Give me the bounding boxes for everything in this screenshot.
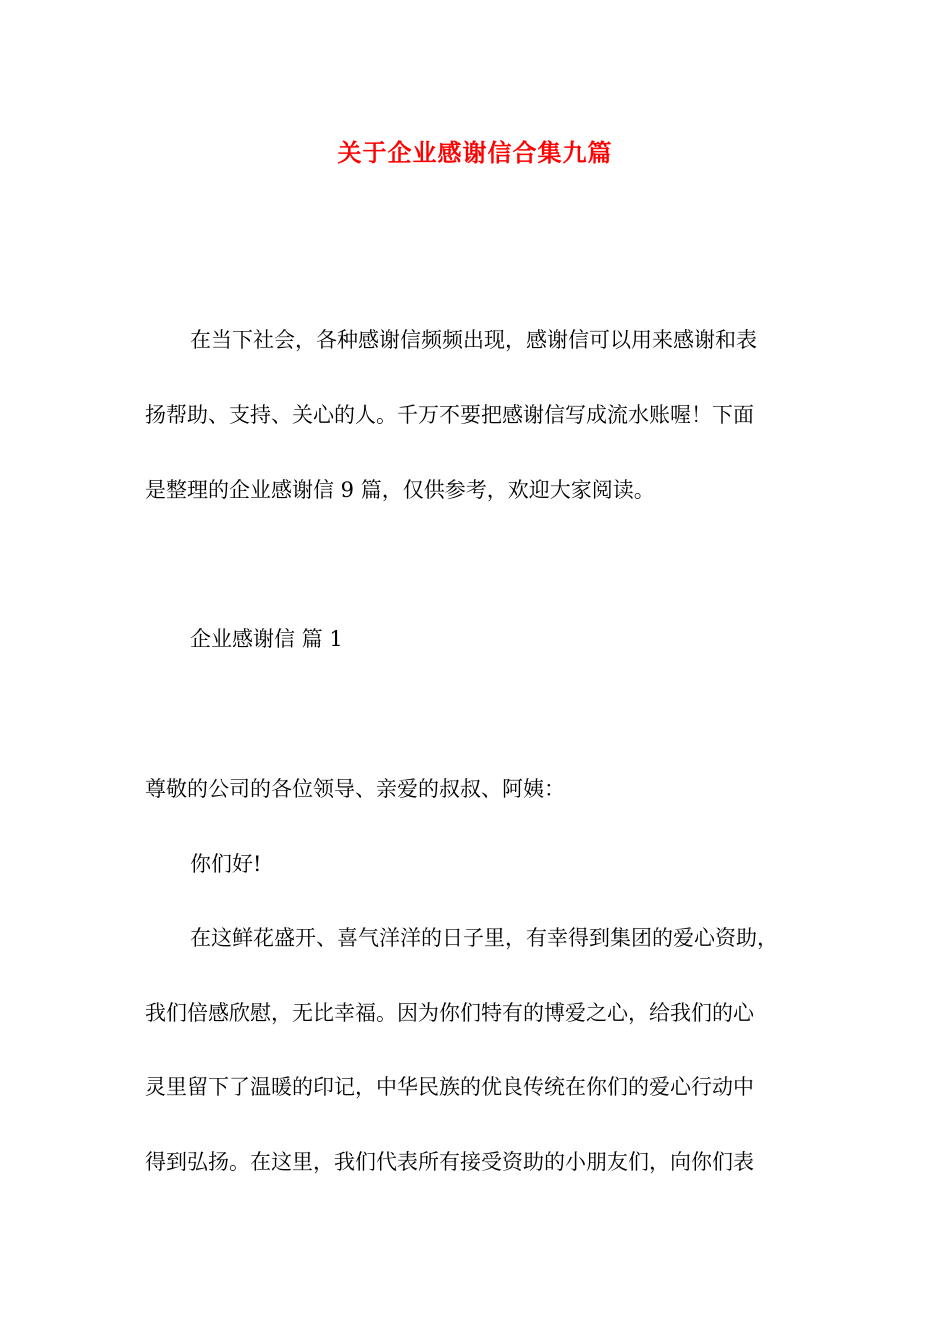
salutation: 尊敬的公司的各位领导、亲爱的叔叔、阿姨： <box>145 777 565 801</box>
document-title: 关于企业感谢信合集九篇 <box>337 138 613 167</box>
section-heading: 企业感谢信 篇 1 <box>190 627 343 651</box>
intro-line-3: 是整理的企业感谢信 9 篇，仅供参考，欢迎大家阅读。 <box>145 478 655 502</box>
body-line-2: 我们倍感欣慰，无比幸福。因为你们特有的博爱之心，给我们的心 <box>145 1001 754 1025</box>
intro-line-2: 扬帮助、支持、关心的人。千万不要把感谢信写成流水账喔！下面 <box>145 403 754 427</box>
intro-line-1: 在当下社会，各种感谢信频频出现，感谢信可以用来感谢和表 <box>190 328 757 352</box>
body-line-1: 在这鲜花盛开、喜气洋洋的日子里，有幸得到集团的爱心资助， <box>190 926 778 950</box>
body-line-3: 灵里留下了温暖的印记，中华民族的优良传统在你们的爱心行动中 <box>145 1075 754 1099</box>
body-line-4: 得到弘扬。在这里，我们代表所有接受资助的小朋友们，向你们表 <box>145 1150 754 1174</box>
greeting: 你们好! <box>190 852 262 876</box>
